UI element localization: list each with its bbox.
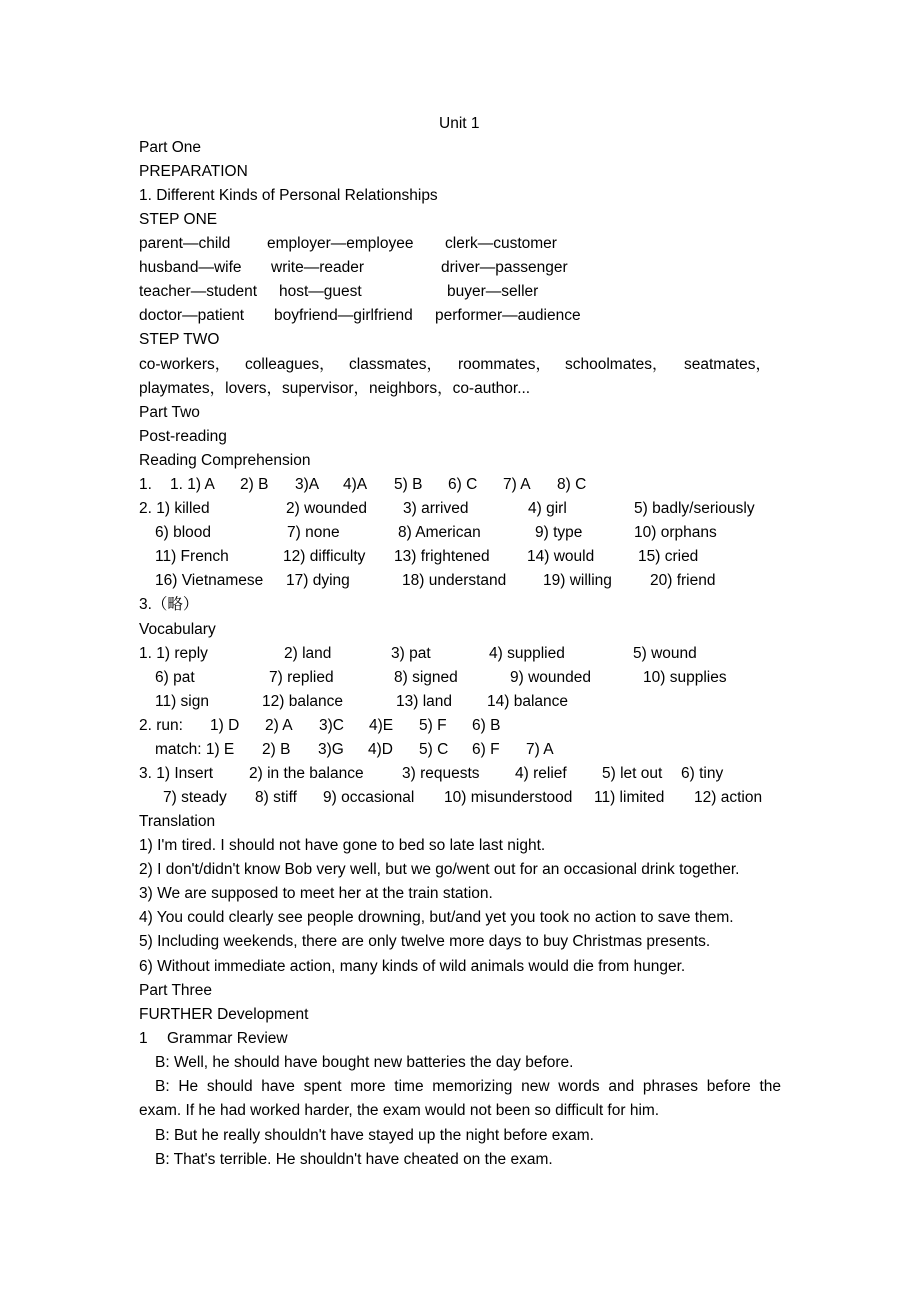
answer: 5) wound (633, 645, 697, 662)
term: colleagues， (245, 356, 335, 373)
answer: 9) type (535, 524, 583, 541)
translation-item: 6) Without immediate action, many kinds of wild animals would die from hunger. (139, 958, 686, 975)
answer: 8) stiff (255, 789, 297, 806)
answer: 19) willing (543, 572, 612, 589)
pair: husband—wife (139, 259, 242, 276)
answer: 3) arrived (403, 500, 469, 517)
page-title: Unit 1 (439, 115, 480, 132)
translation-item: 5) Including weekends, there are only twelve more days to buy Christmas presents. (139, 933, 711, 950)
translation-item: 2) I don't/didn't know Bob very well, but we go/went out for an occasional drink together. (139, 861, 740, 878)
answer: 4) supplied (489, 645, 565, 662)
answer: 13) land (396, 693, 453, 710)
answer: 5) let out (602, 765, 663, 782)
answer: 12) action (694, 789, 763, 806)
answer: 2) B (262, 741, 291, 758)
part-two-heading: Part Two (139, 404, 200, 421)
answer: 1. 1) reply (139, 645, 208, 662)
answer: 2) wounded (286, 500, 368, 517)
answer: 3) pat (391, 645, 431, 662)
grammar-answer: B: But he really shouldn't have stayed up the night before exam. (155, 1127, 594, 1144)
pair: parent—child (139, 235, 231, 252)
answer: 10) misunderstood (444, 789, 573, 806)
term: co-workers， (139, 356, 231, 373)
translation-item: 3) We are supposed to meet her at the train station. (139, 885, 493, 902)
step-one-label: STEP ONE (139, 211, 218, 228)
pair: doctor—patient (139, 307, 245, 324)
answer: 2. run: (139, 717, 183, 734)
answer: 4) relief (515, 765, 567, 782)
answer: 6) B (472, 717, 501, 734)
pair: driver—passenger (441, 259, 568, 276)
part-one-heading: Part One (139, 139, 202, 156)
grammar-answer: B: Well, he should have bought new batteries the day before. (155, 1054, 574, 1071)
answer: 6) tiny (681, 765, 724, 782)
pair: buyer—seller (447, 283, 539, 300)
vocabulary-heading: Vocabulary (139, 621, 216, 638)
answer: 10) supplies (643, 669, 727, 686)
answer: 8) signed (394, 669, 458, 686)
answer: 5) F (419, 717, 447, 734)
term: classmates， (349, 356, 443, 373)
term: schoolmates， (565, 356, 668, 373)
answer: 6) blood (155, 524, 212, 541)
relationships-subheading: 1. Different Kinds of Personal Relationships (139, 187, 438, 204)
answer: 1. (139, 476, 152, 493)
answer: 3)C (319, 717, 344, 734)
answer: 5) badly/seriously (634, 500, 755, 517)
reading-q3: 3.（略） (139, 596, 199, 613)
further-development-heading: FURTHER Development (139, 1006, 309, 1023)
answer: match: 1) E (155, 741, 235, 758)
answer: 7) A (526, 741, 554, 758)
answer: 9) wounded (510, 669, 592, 686)
answer: 8) American (398, 524, 481, 541)
answer: 2) A (265, 717, 293, 734)
answer: 1) D (210, 717, 240, 734)
answer: 13) frightened (394, 548, 490, 565)
answer: 5) C (419, 741, 449, 758)
answer: 4)D (368, 741, 393, 758)
reading-comprehension-heading: Reading Comprehension (139, 452, 311, 469)
answer: 14) balance (487, 693, 569, 710)
term: roommates， (458, 356, 552, 373)
answer: 7) none (287, 524, 340, 541)
grammar-review-number: 1 (139, 1030, 148, 1047)
pair: teacher—student (139, 283, 258, 300)
post-reading-heading: Post-reading (139, 428, 227, 445)
answer: 2) B (240, 476, 269, 493)
term: seatmates， (684, 356, 772, 373)
answer: 1. 1) A (170, 476, 215, 493)
grammar-answer: B: That's terrible. He shouldn't have cheated on the exam. (155, 1151, 553, 1168)
answer: 4)A (343, 476, 368, 493)
preparation-heading: PREPARATION (139, 163, 248, 180)
answer: 6) F (472, 741, 500, 758)
pair: clerk—customer (445, 235, 557, 252)
translation-item: 1) I'm tired. I should not have gone to bed so late last night. (139, 837, 546, 854)
answer: 9) occasional (323, 789, 415, 806)
answer: 14) would (527, 548, 595, 565)
answer: 4) girl (528, 500, 567, 517)
grammar-review-heading: Grammar Review (167, 1030, 288, 1047)
answer: 12) difficulty (283, 548, 366, 565)
answer: 2) land (284, 645, 332, 662)
answer: 4)E (369, 717, 394, 734)
answer: 5) B (394, 476, 423, 493)
answer: 8) C (557, 476, 587, 493)
answer: 3)G (318, 741, 344, 758)
answer: 7) replied (269, 669, 334, 686)
answer: 11) French (155, 548, 229, 565)
pair: boyfriend—girlfriend (274, 307, 413, 324)
translation-item: 4) You could clearly see people drowning, but/and yet you took no action to save them. (139, 909, 734, 926)
answer: 2) in the balance (249, 765, 364, 782)
translation-heading: Translation (139, 813, 216, 830)
answer: 20) friend (650, 572, 716, 589)
step-two-list-continued: playmates，lovers，supervisor，neighbors，co-author... (139, 380, 531, 397)
answer: 3) requests (402, 765, 480, 782)
answer: 16) Vietnamese (155, 572, 264, 589)
answer: 17) dying (286, 572, 350, 589)
step-two-label: STEP TWO (139, 331, 220, 348)
pair: performer—audience (435, 307, 581, 324)
answer: 11) sign (155, 693, 209, 710)
pair: employer—employee (267, 235, 414, 252)
answer: 3. 1) Insert (139, 765, 214, 782)
answer: 11) limited (594, 789, 665, 806)
answer: 12) balance (262, 693, 344, 710)
pair: host—guest (279, 283, 362, 300)
answer: 3)A (295, 476, 320, 493)
pair: write—reader (271, 259, 365, 276)
answer: 7) A (503, 476, 531, 493)
answer: 10) orphans (634, 524, 717, 541)
part-three-heading: Part Three (139, 982, 212, 999)
answer: 6) C (448, 476, 478, 493)
answer: 15) cried (638, 548, 699, 565)
answer: 18) understand (402, 572, 507, 589)
answer: 6) pat (155, 669, 195, 686)
answer: 2. 1) killed (139, 500, 210, 517)
grammar-answer: B: He should have spent more time memorizing new words and phrases before the (155, 1078, 781, 1095)
grammar-answer-continued: exam. If he had worked harder, the exam would not been so difficult for him. (139, 1102, 660, 1119)
answer: 7) steady (163, 789, 227, 806)
